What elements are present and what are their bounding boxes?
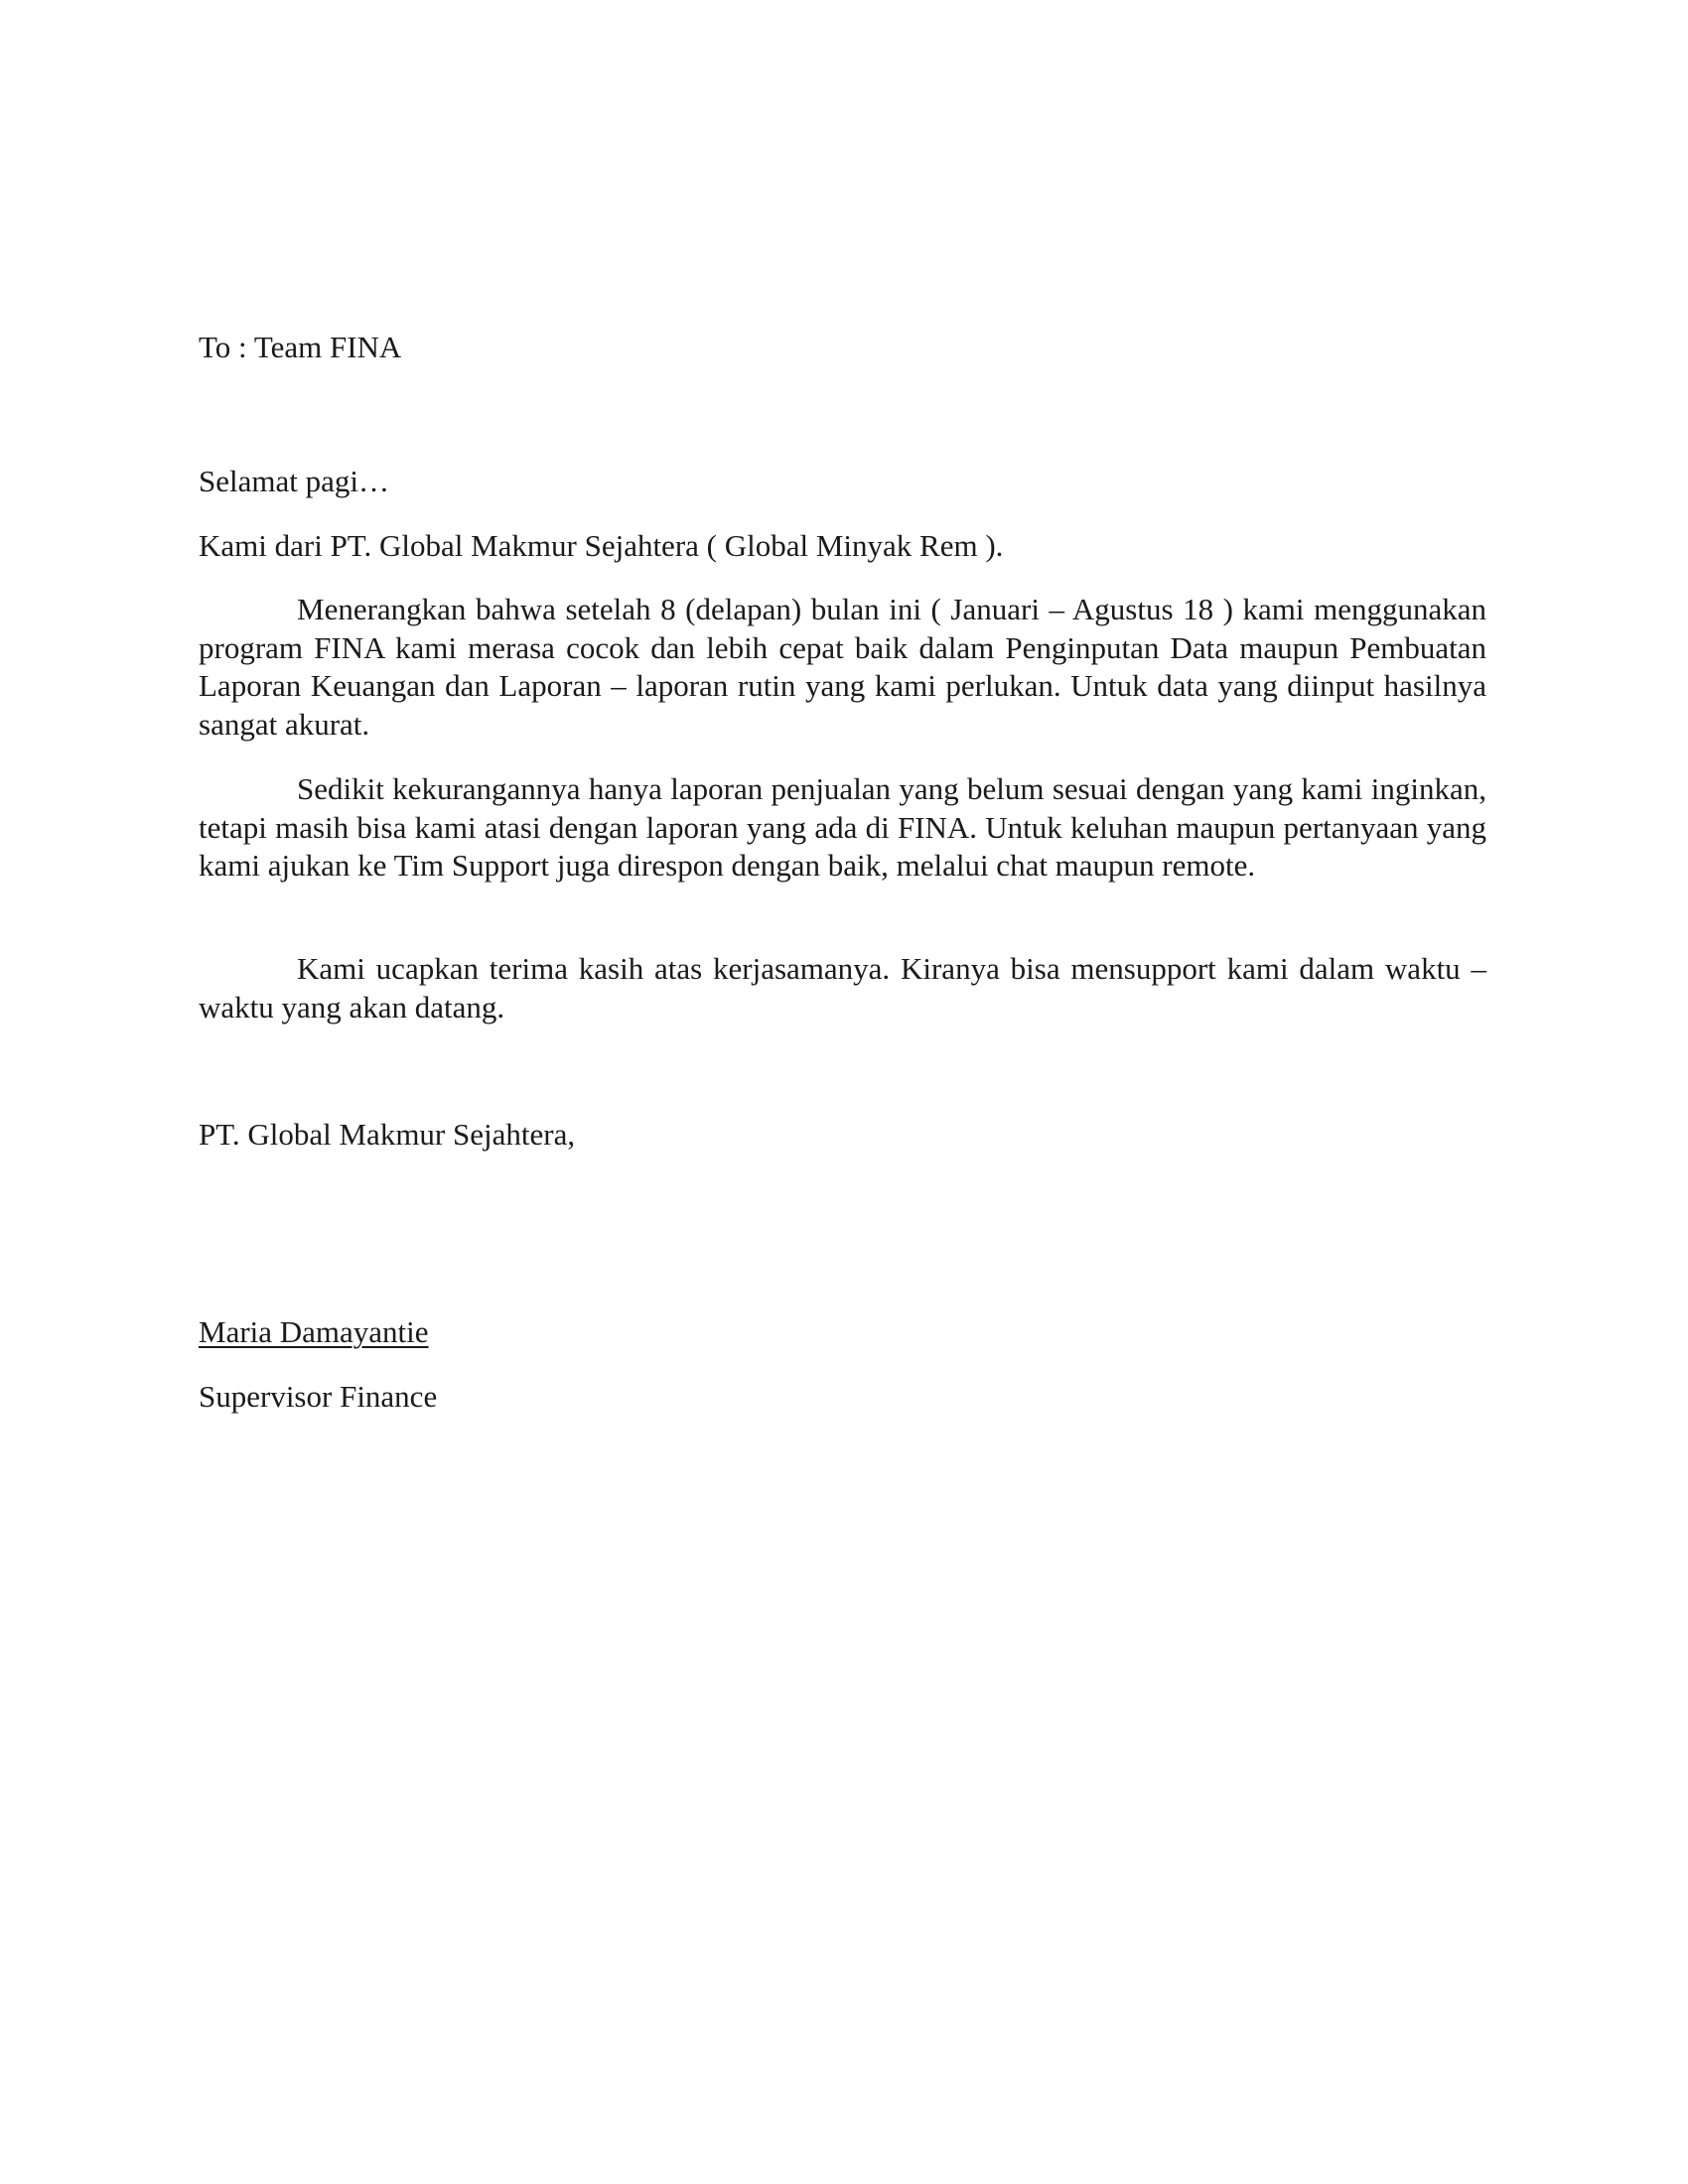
greeting: Selamat pagi…	[199, 464, 389, 498]
signer-name: Maria Damayantie	[199, 1314, 429, 1349]
body-paragraph-2: Sedikit kekurangannya hanya laporan penjualan yang belum sesuai dengan yang kami inginkan, tetapi masih bisa kami atasi dengan laporan yang ada di FINA. Untuk keluhan maupun pertanyaan yang kami ajukan ke Tim Support juga direspon dengan baik, melalui chat maupun remote.	[199, 771, 1486, 883]
body-paragraph-1: Menerangkan bahwa setelah 8 (delapan) bulan ini ( Januari – Agustus 18 ) kami menggunakan program FINA kami merasa cocok dan lebih cepat baik dalam Penginputan Data maupun Pembuatan Laporan Keuangan dan Laporan – laporan rutin yang kami perlukan. Untuk data yang diinput hasilnya sangat akurat.	[199, 592, 1486, 742]
intro-line: Kami dari PT. Global Makmur Sejahtera ( Global Minyak Rem ).	[199, 528, 1004, 563]
signer-title: Supervisor Finance	[199, 1379, 438, 1414]
closing-company: PT. Global Makmur Sejahtera,	[199, 1117, 576, 1152]
recipient-line: To : Team FINA	[199, 330, 402, 364]
body-paragraph-3: Kami ucapkan terima kasih atas kerjasamanya. Kiranya bisa mensupport kami dalam waktu – waktu yang akan datang.	[199, 951, 1486, 1024]
